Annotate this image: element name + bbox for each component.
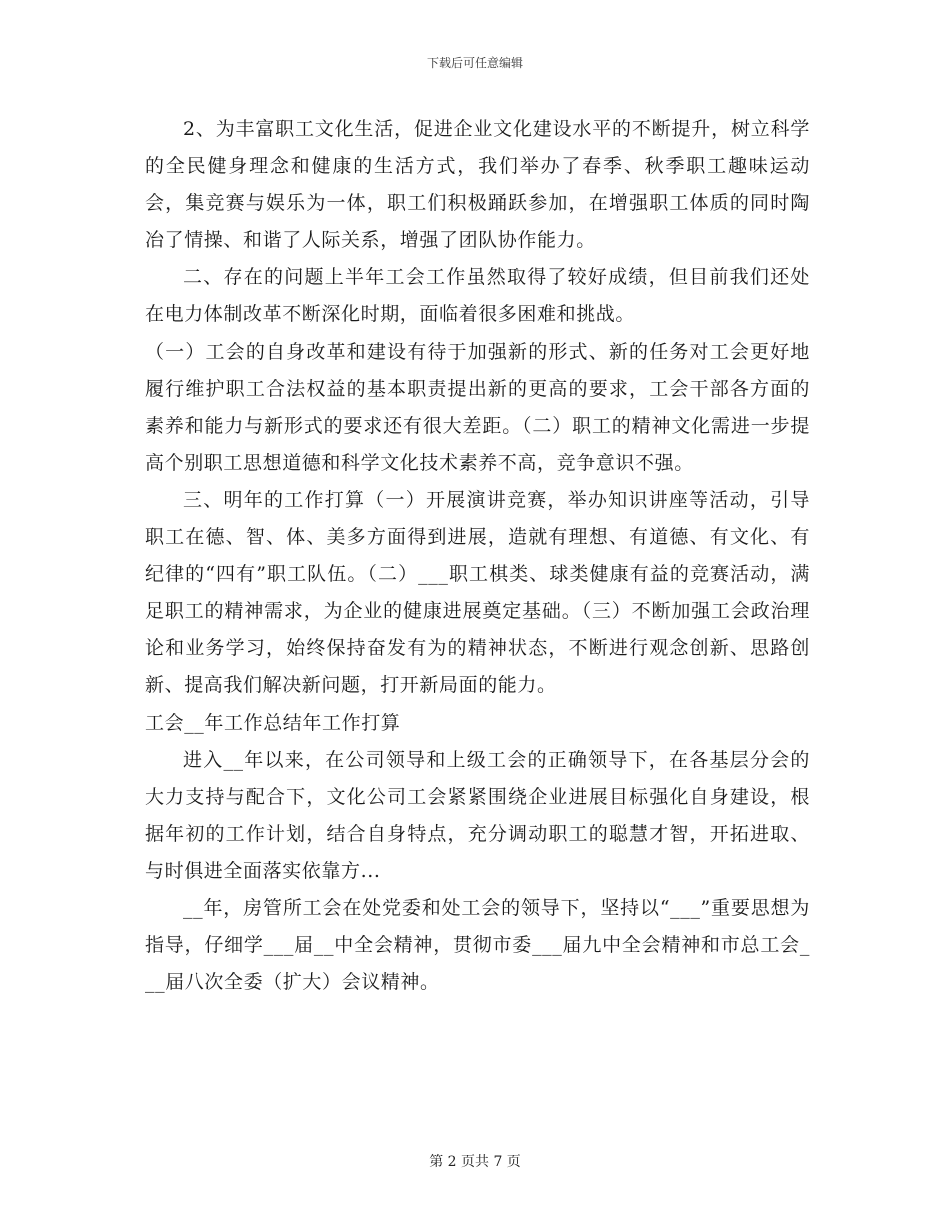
paragraph-problems: 二、存在的问题上半年工会工作虽然取得了较好成绩，但目前我们还处在电力体制改革不断深化时期，面临着很多困难和挑战。 [145, 266, 810, 326]
paragraph-problem-details: （一）工会的自身改革和建设有待于加强新的形式、新的任务对工会更好地履行维护职工合法权益的基本职责提出新的更高的要求，工会干部各方面的素养和能力与新形式的要求还有很大差距。（二）职工的精神文化需进一步提高个别职工思想道德和科学文化技术素养不高，竞争意识不强。 [145, 340, 810, 474]
page-header: 下载后可任意编辑 [426, 56, 523, 70]
paragraph-guidance: __年，房管所工会在处党委和处工会的领导下，坚持以“___”重要思想为指导，仔细学___届__中全会精神，贯彻市委___届九中全会精神和市总工会___届八次全委（扩大）会议精神。 [145, 896, 810, 994]
paragraph-next-year-plan: 三、明年的工作打算（一）开展演讲竞赛，举办知识讲座等活动，引导职工在德、智、体、美多方面得到进展，造就有理想、有道德、有文化、有纪律的“四有”职工队伍。（二）___职工棋类、球类健康有益的竞赛活动，满足职工的精神需求，为企业的健康进展奠定基础。（三）不断加强工会政治理论和业务学习，始终保持奋发有为的精神状态，不断进行观念创新、思路创新、提高我们解决新问题，打开新局面的能力。 [145, 488, 810, 697]
page-footer: 第 2 页共 7 页 [429, 1154, 521, 1170]
paragraph-introduction: 进入__年以来，在公司领导和上级工会的正确领导下，在各基层分会的大力支持与配合下，文化公司工会紧紧围绕企业进展目标强化自身建设，根据年初的工作计划，结合自身特点，充分调动职工的聪慧才智，开拓进取、与时俱进全面落实依靠方... [145, 748, 810, 882]
document-body [145, 111, 810, 1001]
paragraph-activities: 2、为丰富职工文化生活，促进企业文化建设水平的不断提升，树立科学的全民健身理念和健康的生活方式，我们举办了春季、秋季职工趣味运动会，集竞赛与娱乐为一体，职工们积极踊跃参加，在增强职工体质的同时陶冶了情操、和谐了人际关系，增强了团队协作能力。 [145, 118, 810, 252]
section-title: 工会__年工作总结年工作打算 [145, 711, 401, 734]
